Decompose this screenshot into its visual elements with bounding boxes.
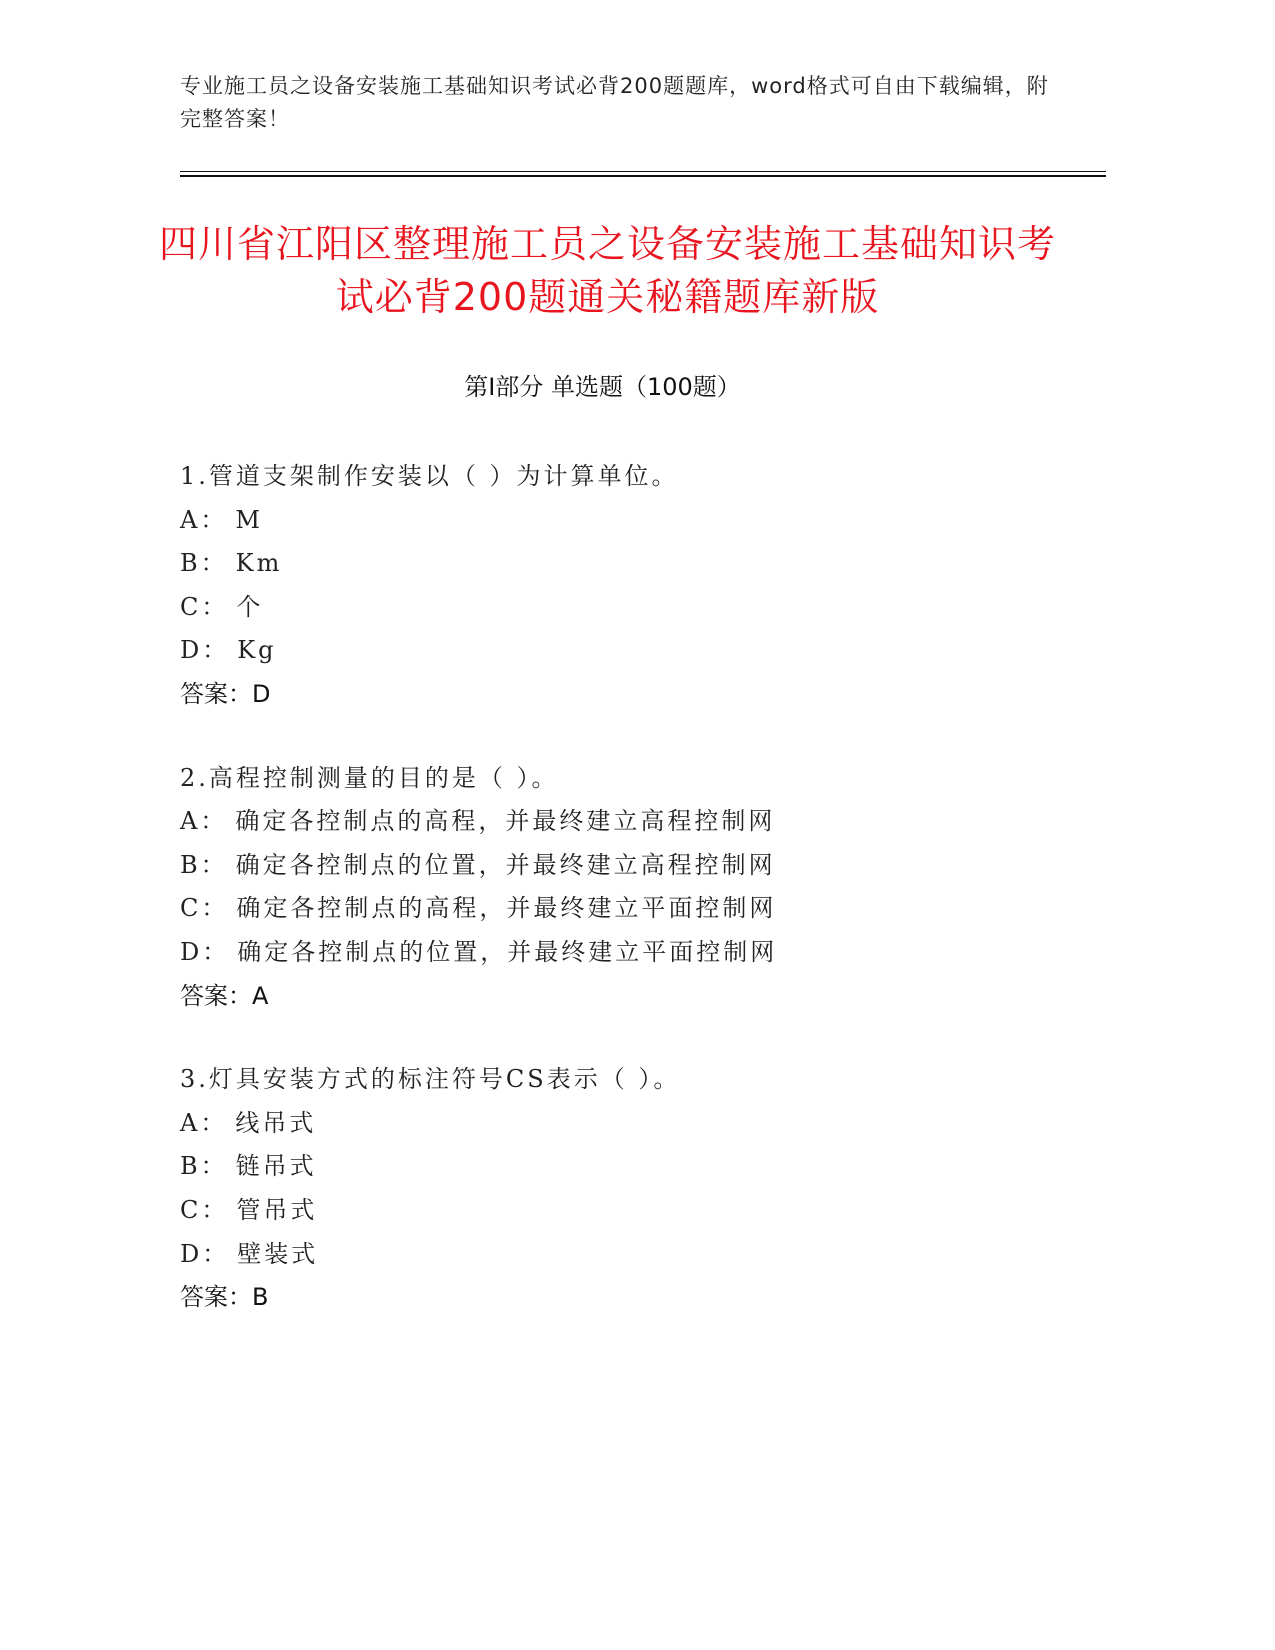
option-text: 个 xyxy=(236,592,264,621)
question-2 xyxy=(180,757,1080,1019)
option-d xyxy=(180,629,1080,673)
option-b xyxy=(180,1145,1080,1189)
question-stem: 3.灯具安装方式的标注符号CS表示（ ）。 xyxy=(180,1065,681,1094)
option-key: A： xyxy=(180,1108,228,1137)
header-rule-thin xyxy=(180,171,1106,172)
header-note: 专业施工员之设备安装施工基础知识考试必背200题题库，word格式可自由下载编辑，附完整答案！ xyxy=(180,74,1049,131)
option-c xyxy=(180,887,1080,931)
option-key: D： xyxy=(180,636,230,665)
option-text: Kg xyxy=(237,636,277,665)
question-stem: 1.管道支架制作安装以（ ）为计算单位。 xyxy=(180,462,679,490)
answer-line xyxy=(180,1276,1080,1320)
option-text: 确定各控制点的位置，并最终建立平面控制网 xyxy=(237,937,778,966)
option-key: A： xyxy=(180,807,228,836)
question-list xyxy=(180,455,1080,1360)
answer-line xyxy=(180,975,1080,1019)
option-b xyxy=(180,844,1080,888)
document-title: 四川省江阳区整理施工员之设备安装施工基础知识考试必背200题通关秘籍题库新版 xyxy=(158,222,1056,319)
option-text: 链吊式 xyxy=(235,1152,317,1181)
option-a xyxy=(180,1102,1080,1146)
option-text: 确定各控制点的位置，并最终建立高程控制网 xyxy=(235,850,776,879)
option-a xyxy=(180,800,1080,844)
section-heading: 第Ⅰ部分 单选题（100题） xyxy=(464,373,741,401)
option-text: M xyxy=(235,505,263,534)
option-b xyxy=(180,542,1080,586)
option-text: 确定各控制点的高程，并最终建立平面控制网 xyxy=(236,894,777,923)
option-text: Km xyxy=(235,549,283,578)
option-key: C： xyxy=(180,1195,229,1224)
option-text: 壁装式 xyxy=(237,1239,319,1268)
question-1 xyxy=(180,455,1080,717)
option-text: 管吊式 xyxy=(236,1195,318,1224)
option-key: C： xyxy=(180,894,229,923)
answer-value: D xyxy=(252,679,271,708)
answer-label: 答案： xyxy=(180,679,252,708)
question-stem: 2.高程控制测量的目的是（ ）。 xyxy=(180,763,559,792)
question-3 xyxy=(180,1058,1080,1320)
option-key: D： xyxy=(180,937,230,966)
option-a xyxy=(180,499,1080,543)
answer-value: A xyxy=(252,981,269,1010)
option-key: B： xyxy=(180,1152,228,1181)
answer-line xyxy=(180,673,1080,717)
option-key: C： xyxy=(180,592,229,621)
answer-label: 答案： xyxy=(180,1283,252,1312)
header-rule-thick xyxy=(180,175,1106,177)
option-key: A： xyxy=(180,505,228,534)
option-c xyxy=(180,586,1080,630)
option-d xyxy=(180,1233,1080,1277)
option-key: B： xyxy=(180,549,228,578)
option-text: 确定各控制点的高程，并最终建立高程控制网 xyxy=(235,807,776,836)
option-d xyxy=(180,931,1080,975)
option-key: B： xyxy=(180,850,228,879)
option-text: 线吊式 xyxy=(235,1108,317,1137)
answer-value: B xyxy=(252,1283,269,1312)
option-c xyxy=(180,1189,1080,1233)
answer-label: 答案： xyxy=(180,981,252,1010)
option-key: D： xyxy=(180,1239,230,1268)
